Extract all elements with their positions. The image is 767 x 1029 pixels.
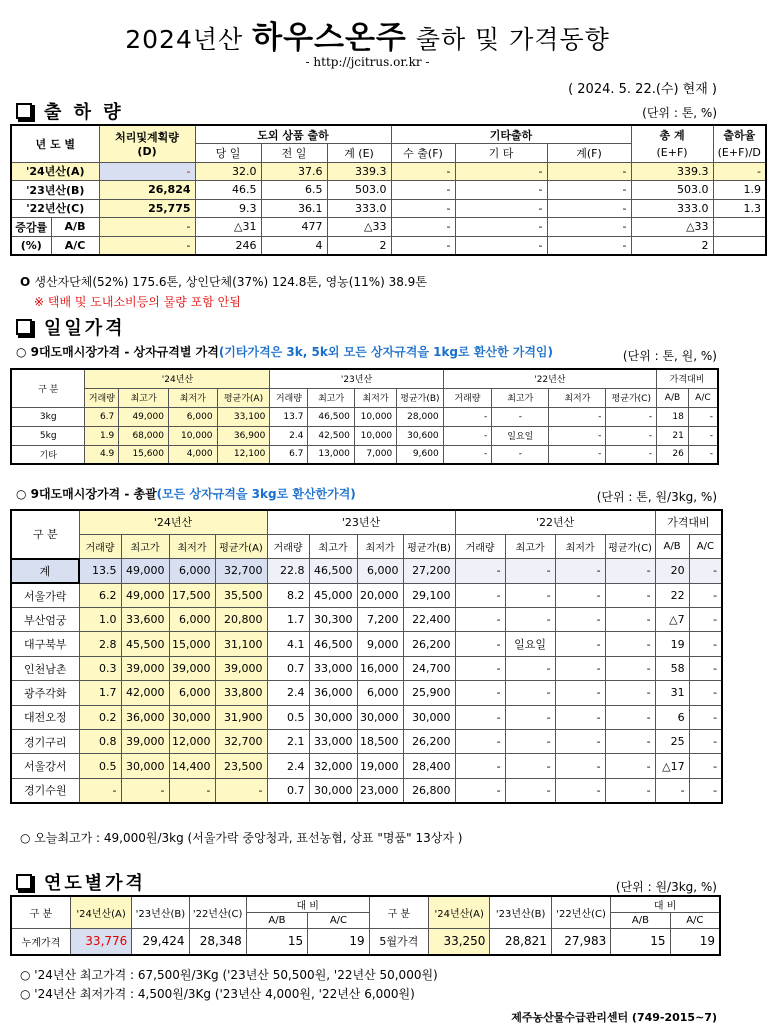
market-row: 대구북부 2.8 45,500 15,000 31,100 4.1 46,500 9,000 26,200 - 일요일 - - 19 - (11, 632, 722, 656)
shipment-row: '24년산(A) - 32.0 37.6 339.3 - - - 339.3 - (11, 162, 766, 181)
box-price-row: 3kg 6.7 49,000 6,000 33,100 13.7 46,500 10,000 28,000 - - - - 18 - (11, 407, 718, 426)
box-price-row: 5kg 1.9 68,000 10,000 36,900 2.4 42,500 10,000 30,600 - 일요일 - - 21 - (11, 426, 718, 445)
yearly-max-note: ○ '24년산 최고가격 : 67,500원/3Kg ('23년산 50,500원, '22년산 50,000원) (20, 968, 438, 982)
market-row: 광주각화 1.7 42,000 6,000 33,800 2.4 36,000 6,000 25,900 - - - - 31 - (11, 681, 722, 705)
daily-box-subheading: ○ 9대도매시장가격 - 상자규격별 가격(기타가격은 3k, 5k외 모든 상자규격을 1kg로 환산한 가격임) (16, 345, 554, 359)
site-url: - http://jcitrus.or.kr - (305, 55, 430, 69)
market-row: 인천남촌 0.3 39,000 39,000 39,000 0.7 33,000 16,000 24,700 - - - - 58 - (11, 656, 722, 680)
daily-total-unit: (단위 : 톤, 원/3kg, %) (596, 490, 717, 504)
market-row: 서울강서 0.5 30,000 14,400 23,500 2.4 32,000 19,000 28,400 - - - - △17 - (11, 754, 722, 778)
shipment-row: '23년산(B) 26,824 46.5 6.5 503.0 - - - 503.0 1.9 (11, 181, 766, 200)
shipment-row: (%) A/C - 246 4 2 - - - 2 (11, 236, 766, 255)
yearly-unit: (단위 : 원/3kg, %) (615, 880, 717, 894)
shipment-row: 증감률 A/B - △31 477 △33 - - - △33 (11, 218, 766, 237)
box-price-table: 구 분 '24년산 '23년산 '22년산 가격대비 거래량 최고가 최저가 평균가(A) 거래량 최고가 최저가 평균가(B) 거래량 최고가 최저가 평균가(C) A/B A/C 3kg 6.7 49,000 6,000 33,100 13.7 46,500 10,000 28,000 - - - - 18 - 5kg 1.9 68,000 10,000 36,900 2.4 42,500 10,000 30,600 - 일요일 - - 21 - 기타 4.9 15,600 4,000 12,100 6.7 13,000 7,000 9,600 - - - - 26 - (10, 368, 719, 465)
footer-center: 제주농산물수급관리센터 (749-2015~7) (511, 1011, 717, 1024)
shipment-unit: (단위 : 톤, %) (642, 106, 717, 120)
daily-max-note: ○ 오늘최고가 : 49,000원/3kg (서울가락 중앙청과, 표선농협, 상표 "명품" 13상자 ) (20, 831, 463, 845)
checkbox-icon (16, 874, 32, 890)
market-row: 계 13.5 49,000 6,000 32,700 22.8 46,500 6,000 27,200 - - - - 20 - (11, 559, 722, 583)
market-row: 경기수원 - - - - 0.7 30,000 23,000 26,800 - - - - - - (11, 778, 722, 802)
yearly-row: 누계가격 33,776 29,424 28,348 15 19 5월가격 33,250 28,821 27,983 15 19 (11, 929, 720, 955)
checkbox-icon (16, 319, 32, 335)
daily-total-subheading: ○ 9대도매시장가격 - 총괄(모든 상자규격을 3kg로 환산한가격) (16, 487, 356, 501)
market-row: 부산엄궁 1.0 33,600 6,000 20,800 1.7 30,300 7,200 22,400 - - - - △7 - (11, 608, 722, 632)
section-shipment-heading: 출 하 량 (16, 98, 124, 124)
market-row: 서울가락 6.2 49,000 17,500 35,500 8.2 45,000 20,000 29,100 - - - - 22 - (11, 583, 722, 607)
yearly-min-note: ○ '24년산 최저가격 : 4,500원/3Kg ('23년산 4,000원, '22년산 6,000원) (20, 987, 415, 1001)
document-title: 2024년산 하우스온주 출하 및 가격동향 (125, 20, 610, 56)
daily-box-unit: (단위 : 톤, 원, %) (622, 349, 717, 363)
shipment-note: O 생산자단체(52%) 175.6톤, 상인단체(37%) 124.8톤, 영농(11%) 38.9톤 (20, 275, 427, 289)
shipment-table: 년 도 별 처리및계획량 (D) 도외 상품 출하 기타출하 총 계 출하율 당 일 전 일 계 (E) 수 출(F) 기 타 계(F) (E+F) (E+F)/D '24년산(A) - 32.0 37.6 339.3 - - - 339.3 - '23년산(B) 26,824 46.5 6.5 503.0 - - - 503.0 1.9 '22년산(C) 25,775 9.3 36.1 333.0 - - - 333.0 1.3 증감률 A/B - △31 477 △33 - - - △33 (%) A/C - 246 4 2 - - - 2 (10, 124, 767, 256)
shipment-row: '22년산(C) 25,775 9.3 36.1 333.0 - - - 333.0 1.3 (11, 199, 766, 218)
market-row: 대전오정 0.2 36,000 30,000 31,900 0.5 30,000 30,000 30,000 - - - - 6 - (11, 705, 722, 729)
box-price-row: 기타 4.9 15,600 4,000 12,100 6.7 13,000 7,000 9,600 - - - - 26 - (11, 445, 718, 464)
market-row: 경기구리 0.8 39,000 12,000 32,700 2.1 33,000 18,500 26,200 - - - - 25 - (11, 730, 722, 754)
yearly-price-table: 구 분 '24년산(A) '23년산(B) '22년산(C) 대 비 구 분 '24년산(A) '23년산(B) '22년산(C) 대 비 A/B A/C A/B A/C 누계가격 33,776 29,424 28,348 15 19 5월가격 33,250 28,821 27,983 15 19 (10, 895, 721, 956)
section-daily-heading: 일일가격 (16, 314, 126, 340)
section-yearly-heading: 연도별가격 (16, 869, 146, 895)
checkbox-icon (16, 103, 32, 119)
shipment-note-red: ※ 택배 및 도내소비등의 물량 포함 안됨 (34, 295, 241, 309)
market-price-table: 구 분 '24년산 '23년산 '22년산 가격대비 거래량 최고가 최저가 평균가(A) 거래량 최고가 최저가 평균가(B) 거래량 최고가 최저가 평균가(C) A/B A/C 계 13.5 49,000 6,000 32,700 22.8 46,500 6,000 27,200 - - - - 20 - 서울가락 6.2 49,000 17,500 35,500 8.2 45,000 20,000 29,100 - - - - 22 - 부산엄궁 1.0 33,600 6,000 20,800 1.7 30,300 7,200 22,400 - - - - △7 - 대구북부 2.8 45,500 15,000 31,100 4.1 46,500 9,000 26,200 - 일요일 - - 19 - 인천남촌 0.3 39,000 39,000 39,000 0.7 33,000 16,000 24,700 - - - - 58 - 광주각화 1.7 42,000 6,000 33,800 2.4 36,000 6,000 25,900 - - - - 31 - 대전오정 0.2 36,000 30,000 31,900 0.5 30,000 30,000 30,000 - - - - 6 - 경기구리 0.8 39,000 12,000 32,700 2.1 33,000 18,500 26,200 - - - - 25 - 서울강서 0.5 30,000 14,400 23,500 2.4 32,000 19,000 28,400 - - - - △17 - 경기수원 - - - - 0.7 30,000 23,000 26,800 - - - - - - (10, 509, 723, 804)
report-date: ( 2024. 5. 22.(수) 현재 ) (568, 82, 717, 97)
